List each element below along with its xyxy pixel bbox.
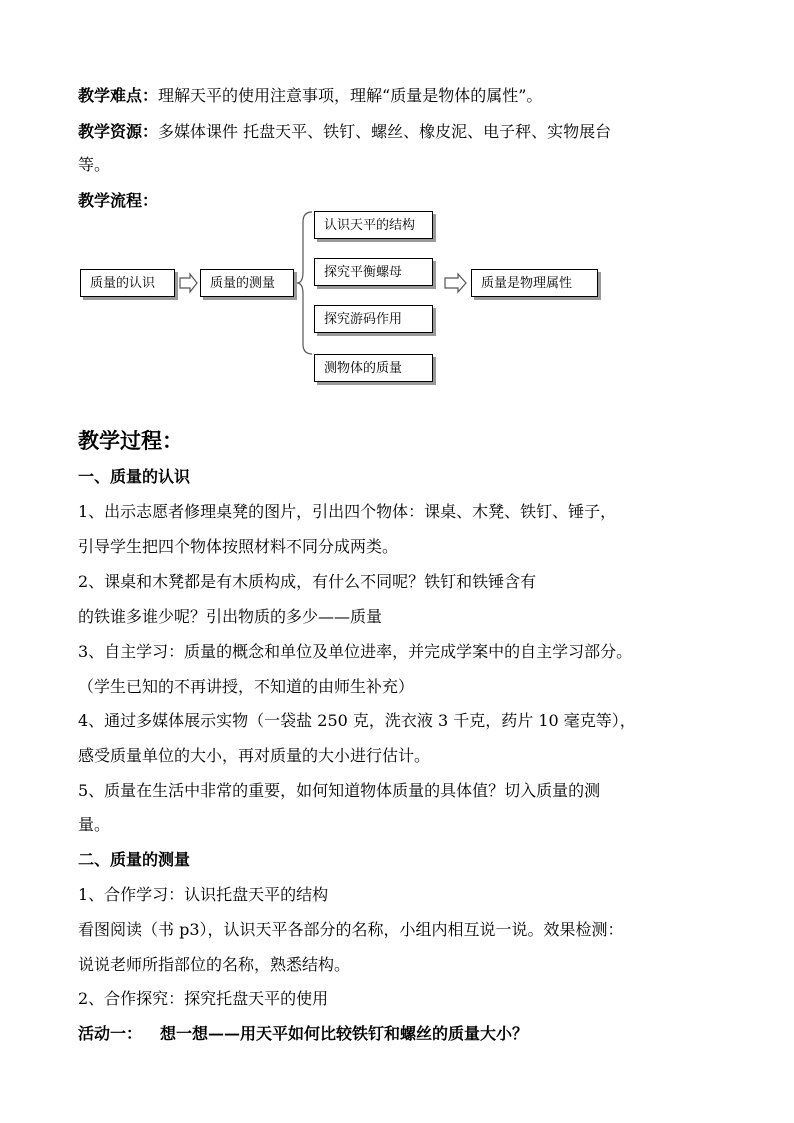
- section1-line: 4、通过多媒体展示实物（一袋盐 250 克，洗衣液 3 千克，药片 10 毫克等），: [78, 711, 636, 730]
- flow-node-measure: 质量的测量: [200, 269, 294, 297]
- section2-line: 说说老师所指部位的名称，熟悉结构。: [78, 955, 351, 974]
- teaching-difficulty-text: 理解天平的使用注意事项，理解“质量是物体的属性”。: [158, 86, 543, 105]
- section1-line: 的铁谁多谁少呢？引出物质的多少——质量: [78, 607, 383, 626]
- section1-line: 量。: [78, 815, 111, 834]
- section1-line: 2、课桌和木凳都是有木质构成，有什么不同呢？铁钉和铁锤含有: [78, 572, 537, 591]
- teaching-flow-label: 教学流程：: [78, 191, 159, 210]
- teaching-resources-label: 教学资源：: [78, 122, 159, 141]
- teaching-resources-text: 多媒体课件 托盘天平、铁钉、螺丝、橡皮泥、电子秤、实物展台: [158, 122, 612, 141]
- activity-one-text: 想一想——用天平如何比较铁钉和螺丝的质量大小？: [160, 1024, 529, 1043]
- teaching-difficulty-label: 教学难点：: [78, 86, 159, 105]
- process-title: 教学过程：: [78, 428, 183, 453]
- flow-node-branch-1: 认识天平的结构: [314, 211, 433, 239]
- section1-line: 5、质量在生活中非常的重要，如何知道物体质量的具体值？切入质量的测: [78, 781, 601, 800]
- flow-node-branch-4: 测物体的质量: [314, 354, 433, 382]
- flow-node-branch-2: 探究平衡螺母: [314, 258, 433, 286]
- flow-node-start: 质量的认识: [80, 269, 175, 297]
- section2-title: 二、质量的测量: [78, 850, 191, 869]
- section2-line: 看图阅读（书 p3），认识天平各部分的名称，小组内相互说一说。效果检测：: [78, 920, 624, 939]
- activity-one-label: 活动一：: [78, 1024, 143, 1043]
- section1-line: 3、自主学习：质量的概念和单位及单位进率，并完成学案中的自主学习部分。: [78, 642, 633, 661]
- teaching-resources-cont: 等。: [78, 155, 111, 174]
- section1-line: 引导学生把四个物体按照材料不同分成两类。: [78, 537, 399, 556]
- flowchart-connectors: [0, 0, 794, 400]
- brace-icon: [297, 212, 312, 354]
- section2-line: 2、合作探究：探究托盘天平的使用: [78, 989, 329, 1008]
- section2-line: 1、合作学习：认识托盘天平的结构: [78, 885, 329, 904]
- section1-line: （学生已知的不再讲授，不知道的由师生补充）: [78, 677, 415, 696]
- section1-line: 1、出示志愿者修理桌凳的图片，引出四个物体：课桌、木凳、铁钉、锤子，: [78, 502, 617, 521]
- activity-one: [78, 1024, 528, 1044]
- flow-node-branch-3: 探究游码作用: [314, 305, 433, 333]
- flow-node-end: 质量是物理属性: [471, 269, 598, 297]
- arrow-right-icon: [180, 274, 197, 292]
- arrow-right-icon: [445, 274, 466, 292]
- section1-line: 感受质量单位的大小，再对质量的大小进行估计。: [78, 746, 431, 765]
- section1-title: 一、质量的认识: [78, 467, 191, 486]
